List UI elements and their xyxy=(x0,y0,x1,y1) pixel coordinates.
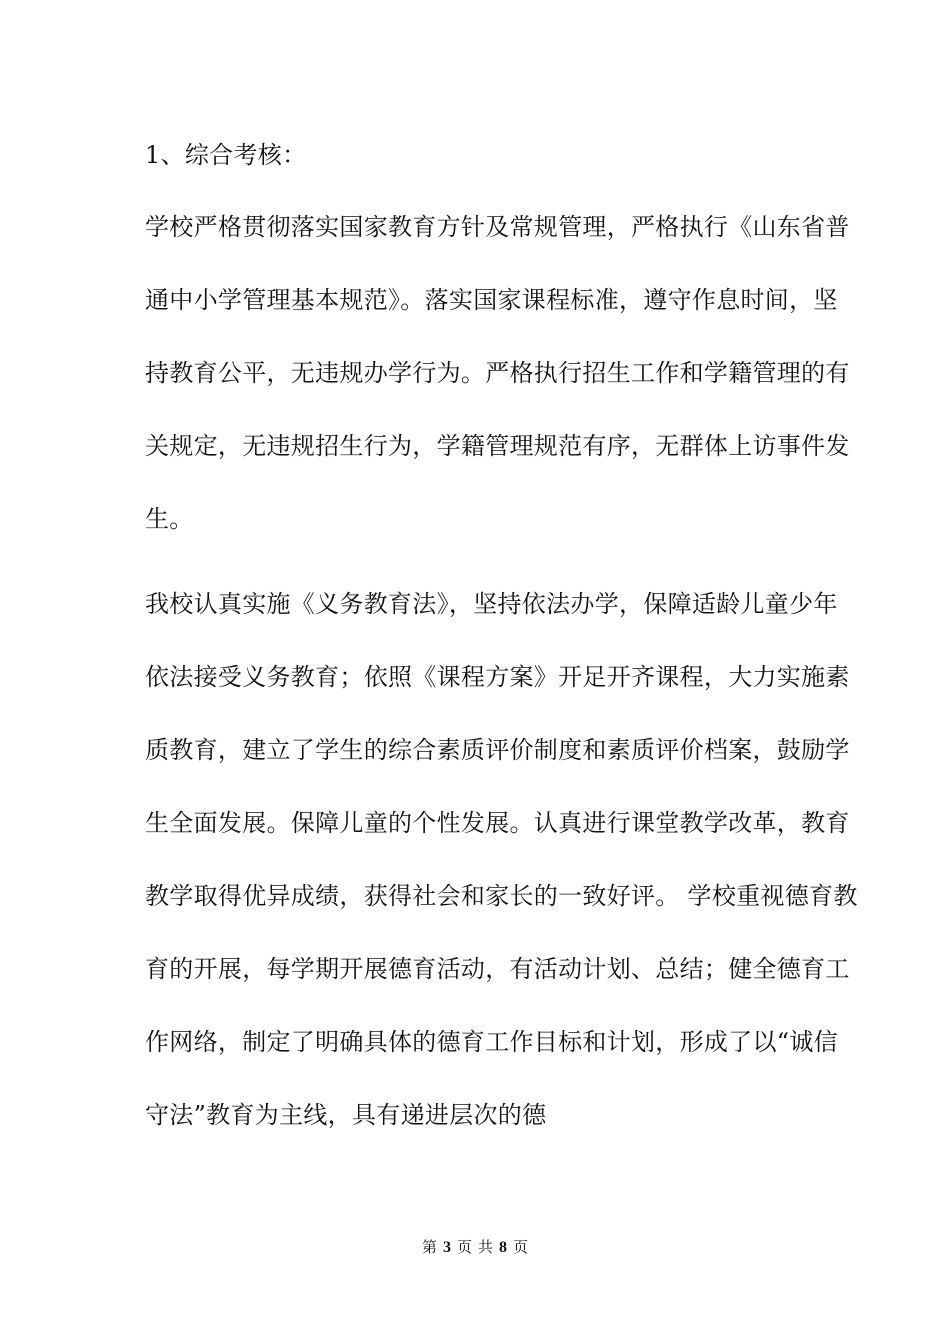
footer-prefix: 第 xyxy=(421,1238,437,1256)
body-line: 生。 xyxy=(145,505,194,533)
body-line: 关规定，无违规招生行为，学籍管理规范有序，无群体上访事件发 xyxy=(145,432,850,460)
footer-suffix: 页 xyxy=(513,1238,529,1256)
body-line: 教学取得优异成绩，获得社会和家长的一致好评。 学校重视德育教 xyxy=(145,882,858,910)
body-line: 育的开展，每学期开展德育活动，有活动计划、总结；健全德育工 xyxy=(145,955,850,983)
total-page-number: 8 xyxy=(499,1239,508,1256)
page-footer xyxy=(0,1237,950,1258)
body-line: 作网络，制定了明确具体的德育工作目标和计划，形成了以“诚信 xyxy=(145,1028,838,1056)
body-line: 通中小学管理基本规范》。落实国家课程标准，遵守作息时间，坚 xyxy=(145,286,838,314)
footer-total-word: 共 xyxy=(478,1238,494,1256)
body-line: 质教育，建立了学生的综合素质评价制度和素质评价档案，鼓励学 xyxy=(145,736,850,764)
section-heading: 1、综合考核： xyxy=(145,141,307,169)
body-line: 守法”教育为主线，具有递进层次的德 xyxy=(145,1101,547,1129)
footer-page-word: 页 xyxy=(456,1238,472,1256)
current-page-number: 3 xyxy=(442,1239,451,1256)
body-line: 我校认真实施《义务教育法》，坚持依法办学，保障适龄儿童少年 xyxy=(145,590,838,618)
body-line: 持教育公平，无违规办学行为。严格执行招生工作和学籍管理的有 xyxy=(145,359,850,387)
body-line: 学校严格贯彻落实国家教育方针及常规管理，严格执行《山东省普 xyxy=(145,213,850,241)
body-line: 依法接受义务教育；依照《课程方案》开足开齐课程，大力实施素 xyxy=(145,663,850,691)
body-line: 生全面发展。保障儿童的个性发展。认真进行课堂教学改革，教育 xyxy=(145,809,850,837)
